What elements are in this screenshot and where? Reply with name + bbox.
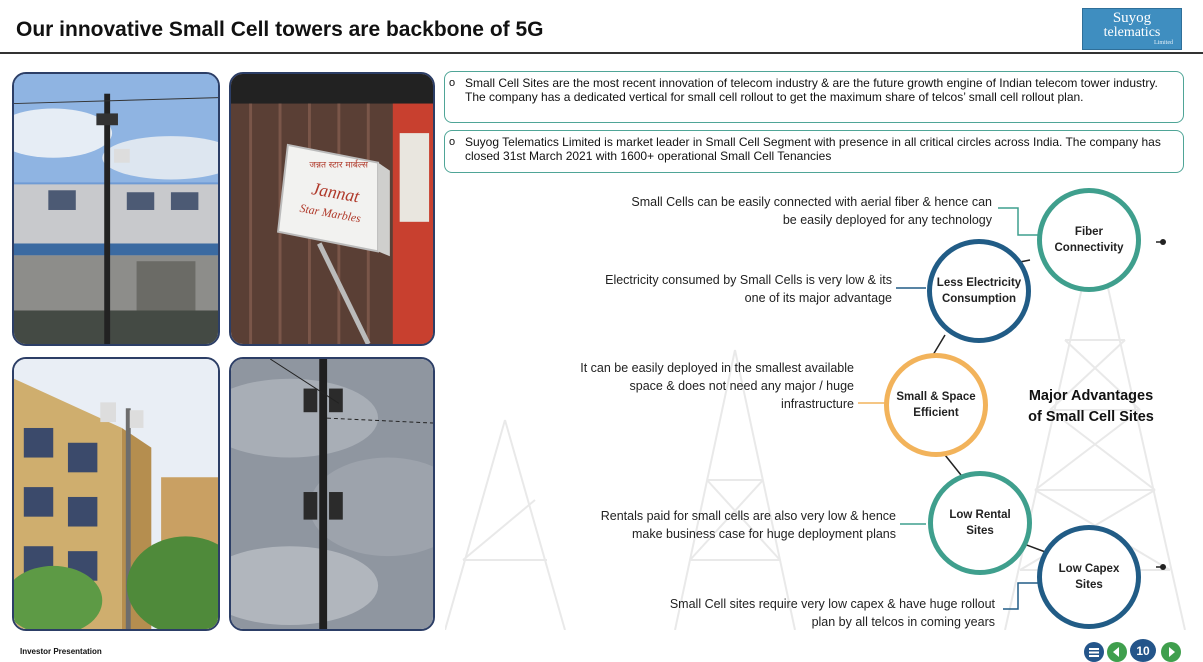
major-advantages-heading: Major Advantages of Small Cell Sites: [1028, 388, 1154, 425]
logo-name: Suyog: [1112, 10, 1152, 26]
company-logo: [1082, 8, 1182, 50]
advantage-text-capex: Small Cell sites require very low capex & have huge rollout plan by all telcos in coming years: [669, 597, 995, 629]
bullet-marker: o: [449, 77, 456, 89]
slide-title: Our innovative Small Cell towers are backbone of 5G: [16, 18, 544, 41]
circle-small-space: Small & Space Efficient: [884, 353, 988, 457]
logo-limited: Limited: [1154, 40, 1173, 46]
shop-sign-line1: Jannat: [310, 178, 361, 207]
photo-small-cell-shop-sign: [229, 72, 435, 346]
circle-less-electricity: Less Electricity Consumption: [927, 239, 1031, 343]
bullet-text: Suyog Telematics Limited is market leader in Small Cell Segment with presence in all critical circles across India. The company has closed 31st March 2021 with 1600+ operational Small Cell Tenancies: [465, 135, 1161, 163]
bullet-text: Small Cell Sites are the most recent innovation of telecom industry & are the future growth engine of Indian telecom tower industry. The company has a dedicated vertical for small cell rollout to get the maximum share of telcos’ small cell rollout plan.: [465, 76, 1158, 104]
previous-slide-button[interactable]: [1107, 642, 1127, 662]
advantage-text-electricity: Electricity consumed by Small Cells is very low & its one of its major advantage: [605, 273, 892, 305]
shop-sign-top: जन्नत स्टार मार्बल्स: [309, 160, 368, 171]
circle-low-rental: Low Rental Sites: [928, 471, 1032, 575]
circle-fiber-connectivity: Fiber Connectivity: [1037, 188, 1141, 292]
chevron-right-icon: [1161, 642, 1181, 662]
photo-small-cell-utility-pole: [229, 357, 435, 631]
circle-low-capex: Low Capex Sites: [1037, 525, 1141, 629]
advantage-text-rental: Rentals paid for small cells are also very low & hence make business case for huge deployment plans: [600, 509, 896, 541]
footer-label: Investor Presentation: [20, 647, 102, 656]
photo-small-cell-lamp-post: [12, 357, 220, 631]
page-number: 10: [1130, 639, 1156, 662]
advantage-text-space: It can be easily deployed in the smallest available space & does not need any major / huge infrastructure: [580, 361, 854, 411]
bullet-marker: o: [449, 136, 456, 148]
bullet-small-cell-innovation: [444, 71, 1184, 123]
shop-sign-line2: Star Marbles: [298, 200, 362, 226]
chevron-left-icon: [1107, 642, 1127, 662]
menu-button[interactable]: [1084, 642, 1104, 662]
bullet-market-leader: [444, 130, 1184, 173]
next-slide-button[interactable]: [1161, 642, 1181, 662]
advantage-text-fiber: Small Cells can be easily connected with aerial fiber & hence can be easily deployed for any technology: [631, 195, 992, 227]
title-divider: [0, 52, 1203, 54]
logo-telematics: telematics: [1103, 25, 1161, 40]
photo-small-cell-pole-building: [12, 72, 220, 346]
menu-icon: [1084, 642, 1104, 662]
